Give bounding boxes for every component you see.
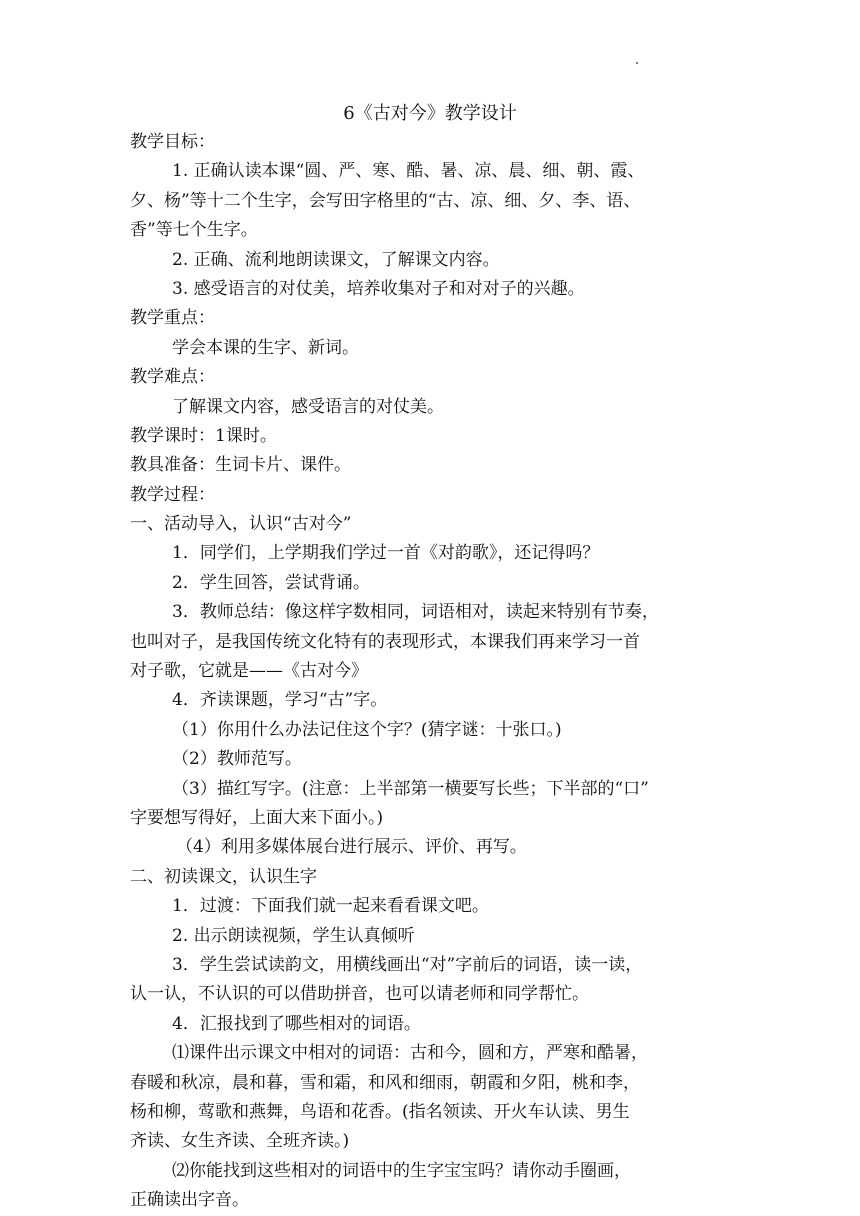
- text-line: 对子歌，它就是——《古对今》: [130, 661, 368, 682]
- document-title: 6《古对今》教学设计: [343, 103, 517, 124]
- text-line: 3．教师总结：像这样字数相同，词语相对，读起来特别有节奏，: [172, 602, 659, 623]
- text-line: 教学重点：: [130, 308, 215, 329]
- text-line: 一、活动导入，认识“古对今”: [130, 514, 352, 535]
- text-line: （3）描红写字。(注意：上半部第一横要写长些；下半部的“口”: [172, 778, 649, 799]
- text-line: ⑴课件出示课文中相对的词语：古和今，圆和方，严寒和酷暑，: [172, 1043, 648, 1064]
- text-line: （1）你用什么办法记住这个字？(猜字谜：十张口。): [172, 719, 562, 740]
- text-line: 认一认，不认识的可以借助拼音，也可以请老师和同学帮忙。: [130, 984, 589, 1005]
- page-dot-mark: [636, 62, 638, 64]
- text-line: 杨和柳，莺歌和燕舞，鸟语和花香。(指名领读、开火车认读、男生: [130, 1101, 630, 1122]
- text-line: 3．学生尝试读韵文，用横线画出“对”字前后的词语，读一读，: [172, 954, 643, 975]
- text-line: 二、初读课文，认识生字: [130, 866, 317, 887]
- document-body: [130, 128, 730, 1215]
- text-line: 教学课时：1课时。: [130, 425, 277, 446]
- text-line: 也叫对子，是我国传统文化特有的表现形式，本课我们再来学习一首: [130, 631, 640, 652]
- text-line: 香”等七个生字。: [130, 220, 258, 241]
- document-page: [130, 100, 730, 1215]
- text-line: 夕、杨”等十二个生字，会写田字格里的“古、凉、细、夕、李、语、: [130, 190, 641, 211]
- text-line: 2. 正确、流利地朗读课文，了解课文内容。: [172, 249, 500, 270]
- text-line: 学会本课的生字、新词。: [172, 337, 359, 358]
- text-line: 1. 正确认读本课“圆、严、寒、酷、暑、凉、晨、细、朝、霞、: [172, 161, 645, 182]
- text-line: ⑵你能找到这些相对的词语中的生字宝宝吗？请你动手圈画，: [172, 1160, 631, 1181]
- text-line: （4）利用多媒体展台进行展示、评价、再写。: [176, 837, 527, 858]
- text-line: 了解课文内容，感受语言的对仗美。: [172, 396, 444, 417]
- text-line: 字要想写得好，上面大来下面小。): [130, 807, 384, 828]
- text-line: 教学过程：: [130, 484, 215, 505]
- text-line: 2．学生回答，尝试背诵。: [172, 572, 370, 593]
- text-line: 2. 出示朗读视频，学生认真倾听: [172, 925, 415, 946]
- text-line: 春暖和秋凉，晨和暮，雪和霜，和风和细雨，朝霞和夕阳，桃和李，: [130, 1072, 640, 1093]
- text-line: 4．齐读课题，学习“古”字。: [172, 690, 388, 711]
- text-line: 教具准备：生词卡片、课件。: [130, 455, 351, 476]
- text-line: 教学目标：: [130, 132, 215, 152]
- text-line: 齐读、女生齐读、全班齐读。): [130, 1131, 350, 1152]
- text-line: 3. 感受语言的对仗美，培养收集对子和对对子的兴趣。: [172, 278, 585, 299]
- text-line: 4．汇报找到了哪些相对的词语。: [172, 1013, 421, 1034]
- text-line: 1．过渡：下面我们就一起来看看课文吧。: [172, 896, 489, 917]
- text-line: 教学难点：: [130, 367, 215, 388]
- text-line: 1．同学们，上学期我们学过一首《对韵歌》，还记得吗？: [172, 543, 600, 564]
- text-line: 正确读出字音。: [130, 1190, 249, 1211]
- text-line: （2）教师范写。: [172, 749, 302, 770]
